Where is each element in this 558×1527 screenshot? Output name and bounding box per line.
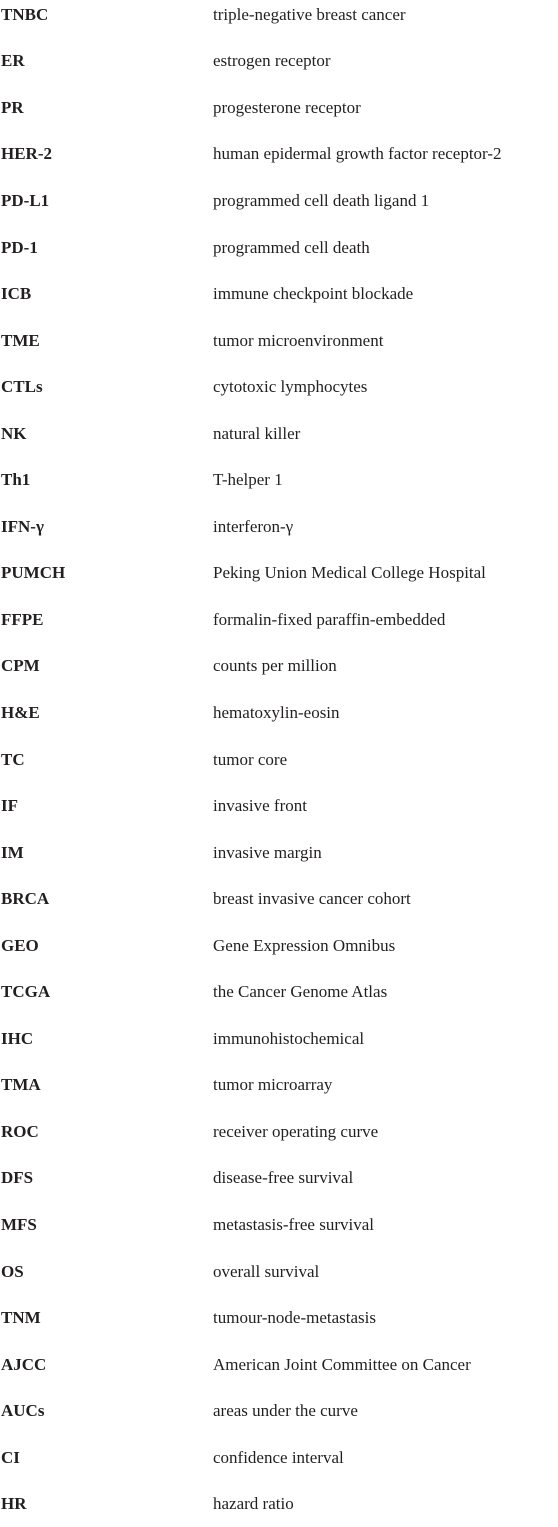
abbreviation-definition: tumour-node-metastasis (213, 1309, 558, 1326)
abbreviation-definition: invasive front (213, 797, 558, 814)
abbreviation-row (0, 1341, 558, 1388)
abbreviation-term: HER-2 (0, 145, 213, 162)
abbreviation-row (0, 456, 558, 503)
abbreviation-row (0, 922, 558, 969)
abbreviation-row (0, 736, 558, 783)
abbreviation-term: ER (0, 52, 213, 69)
abbreviation-definition: hematoxylin-eosin (213, 704, 558, 721)
abbreviation-definition: interferon-γ (213, 518, 558, 535)
abbreviation-definition: immunohistochemical (213, 1030, 558, 1047)
abbreviation-definition: Peking Union Medical College Hospital (213, 564, 558, 581)
abbreviation-term: ICB (0, 285, 213, 302)
abbreviation-definition: American Joint Committee on Cancer (213, 1356, 558, 1373)
abbreviation-row (0, 410, 558, 457)
abbreviation-row (0, 224, 558, 271)
abbreviation-term: IF (0, 797, 213, 814)
abbreviation-row (0, 1201, 558, 1248)
abbreviation-term: HR (0, 1495, 213, 1512)
abbreviation-term: TMA (0, 1076, 213, 1093)
abbreviation-definition: overall survival (213, 1263, 558, 1280)
abbreviation-definition: metastasis-free survival (213, 1216, 558, 1233)
abbreviation-definition: tumor microarray (213, 1076, 558, 1093)
abbreviation-term: DFS (0, 1169, 213, 1186)
abbreviation-row (0, 1015, 558, 1062)
abbreviation-row (0, 503, 558, 550)
abbreviation-definition: the Cancer Genome Atlas (213, 983, 558, 1000)
abbreviation-definition: programmed cell death (213, 239, 558, 256)
abbreviation-term: PUMCH (0, 564, 213, 581)
abbreviation-term: TC (0, 751, 213, 768)
abbreviation-term: IHC (0, 1030, 213, 1047)
abbreviation-row (0, 782, 558, 829)
abbreviation-term: TNM (0, 1309, 213, 1326)
abbreviation-definition: formalin-fixed paraffin-embedded (213, 611, 558, 628)
abbreviation-definition: tumor core (213, 751, 558, 768)
abbreviation-definition: programmed cell death ligand 1 (213, 192, 558, 209)
abbreviation-definition: estrogen receptor (213, 52, 558, 69)
abbreviation-term: PR (0, 99, 213, 116)
abbreviation-definition: triple-negative breast cancer (213, 6, 558, 23)
abbreviation-definition: breast invasive cancer cohort (213, 890, 558, 907)
abbreviation-term: IFN-γ (0, 518, 213, 535)
abbreviation-definition: hazard ratio (213, 1495, 558, 1512)
abbreviation-term: GEO (0, 937, 213, 954)
abbreviation-term: TCGA (0, 983, 213, 1000)
abbreviation-row (0, 829, 558, 876)
abbreviation-definition: confidence interval (213, 1449, 558, 1466)
abbreviation-row (0, 177, 558, 224)
abbreviation-term: H&E (0, 704, 213, 721)
abbreviation-row (0, 1294, 558, 1341)
abbreviation-term: NK (0, 425, 213, 442)
abbreviation-row (0, 0, 558, 38)
abbreviation-row (0, 363, 558, 410)
abbreviation-definition: Gene Expression Omnibus (213, 937, 558, 954)
abbreviation-row (0, 1155, 558, 1202)
abbreviation-term: FFPE (0, 611, 213, 628)
abbreviation-definition: disease-free survival (213, 1169, 558, 1186)
abbreviation-definition: areas under the curve (213, 1402, 558, 1419)
abbreviation-row (0, 689, 558, 736)
abbreviation-row (0, 1062, 558, 1109)
abbreviation-definition: progesterone receptor (213, 99, 558, 116)
abbreviation-row (0, 1248, 558, 1295)
abbreviation-row (0, 968, 558, 1015)
abbreviation-definition: T-helper 1 (213, 471, 558, 488)
abbreviation-definition: immune checkpoint blockade (213, 285, 558, 302)
abbreviation-row (0, 1387, 558, 1434)
abbreviation-definition: tumor microenvironment (213, 332, 558, 349)
abbreviation-row (0, 84, 558, 131)
abbreviation-term: AUCs (0, 1402, 213, 1419)
abbreviation-row (0, 550, 558, 597)
abbreviation-definition: cytotoxic lymphocytes (213, 378, 558, 395)
abbreviation-row (0, 1481, 558, 1527)
abbreviation-term: PD-1 (0, 239, 213, 256)
abbreviation-row (0, 131, 558, 178)
abbreviation-definition: invasive margin (213, 844, 558, 861)
abbreviation-term: TME (0, 332, 213, 349)
abbreviation-term: PD-L1 (0, 192, 213, 209)
abbreviation-definition: natural killer (213, 425, 558, 442)
abbreviation-term: BRCA (0, 890, 213, 907)
abbreviation-row (0, 875, 558, 922)
abbreviation-term: MFS (0, 1216, 213, 1233)
abbreviation-definition: counts per million (213, 657, 558, 674)
abbreviation-term: Th1 (0, 471, 213, 488)
abbreviation-term: OS (0, 1263, 213, 1280)
abbreviation-row (0, 596, 558, 643)
abbreviation-term: TNBC (0, 6, 213, 23)
abbreviation-row (0, 1108, 558, 1155)
abbreviation-term: CTLs (0, 378, 213, 395)
abbreviation-row (0, 643, 558, 690)
abbreviation-definition: receiver operating curve (213, 1123, 558, 1140)
abbreviation-term: ROC (0, 1123, 213, 1140)
abbreviation-term: IM (0, 844, 213, 861)
abbreviation-row (0, 1434, 558, 1481)
abbreviation-row (0, 38, 558, 85)
abbreviation-term: CPM (0, 657, 213, 674)
abbreviation-row (0, 317, 558, 364)
abbreviation-term: AJCC (0, 1356, 213, 1373)
abbreviation-definition: human epidermal growth factor receptor-2 (213, 145, 558, 162)
abbreviation-term: CI (0, 1449, 213, 1466)
abbreviation-row (0, 270, 558, 317)
